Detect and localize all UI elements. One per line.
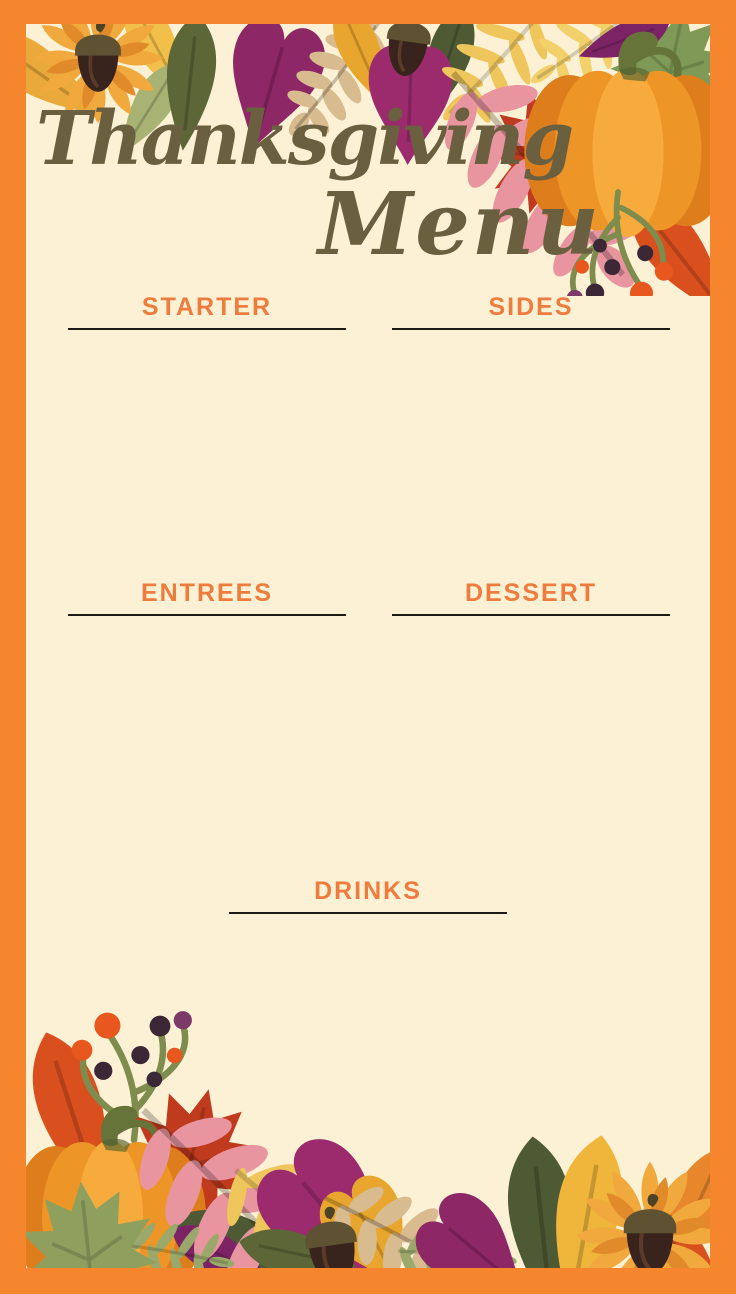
section-dessert-label: DESSERT	[464, 579, 598, 607]
section-sides-label: SIDES	[488, 293, 574, 321]
bottom-autumn-decoration	[26, 968, 710, 1268]
section-drinks-underline	[229, 912, 507, 914]
section-entrees	[68, 580, 346, 616]
section-entrees-label: ENTREES	[140, 579, 274, 607]
section-starter	[68, 294, 346, 330]
menu-panel	[26, 24, 710, 1268]
menu-title-line1: Thanksgiving	[36, 96, 573, 182]
section-starter-underline	[68, 328, 346, 330]
section-drinks	[229, 878, 507, 914]
section-drinks-label: DRINKS	[314, 877, 422, 905]
section-sides-underline	[392, 328, 670, 330]
section-sides	[392, 294, 670, 330]
section-starter-label: STARTER	[141, 293, 273, 321]
section-dessert	[392, 580, 670, 616]
section-dessert-underline	[392, 614, 670, 616]
menu-title-line2: Menu	[318, 174, 601, 275]
section-entrees-underline	[68, 614, 346, 616]
